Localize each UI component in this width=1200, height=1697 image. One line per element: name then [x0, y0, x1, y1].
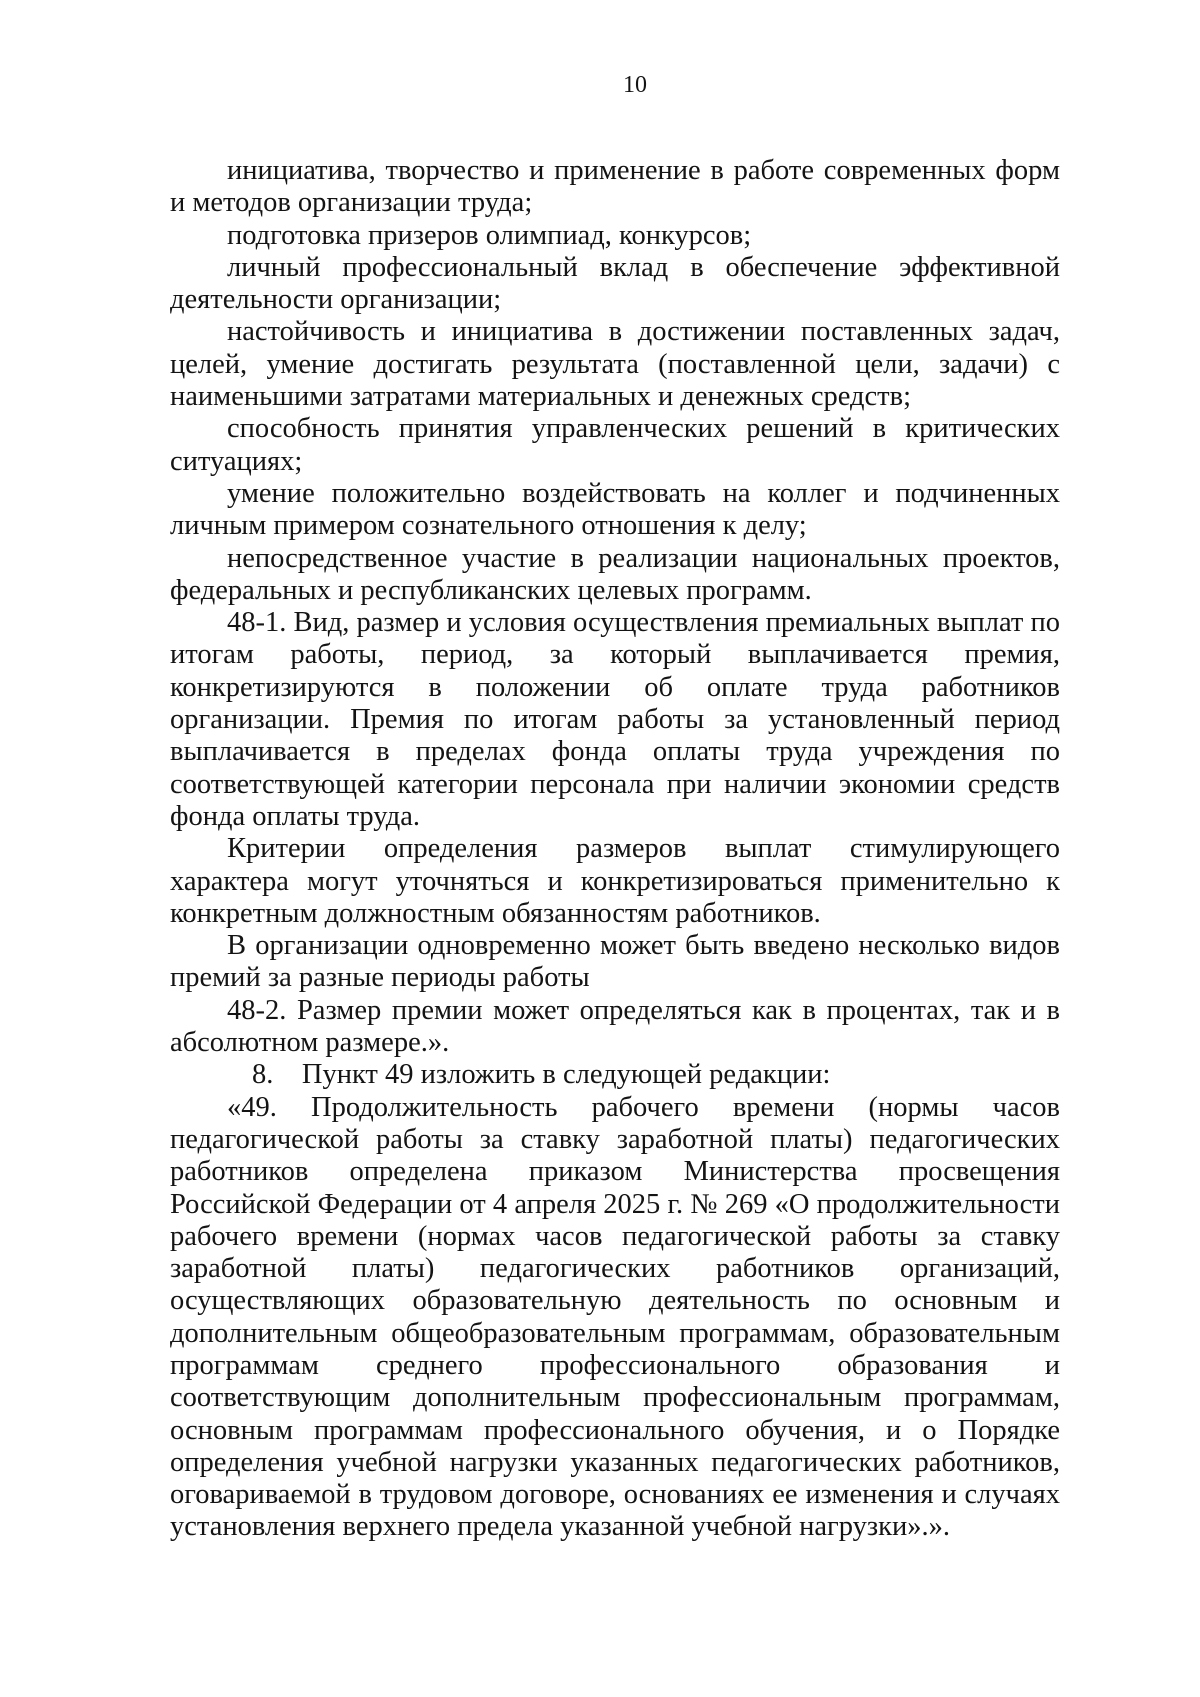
paragraph-olympiad-winners: подготовка призеров олимпиад, конкурсов;	[227, 219, 752, 251]
paragraph-national-projects: непосредственное участие в реализации национальных проектов, федеральных и республиканских целевых программ.	[170, 542, 1060, 606]
paragraph-49: «49. Продолжительность рабочего времени (нормы часов педагогической работы за ставку заработной платы) педагогических работников определена приказом Министерства просвещения Российской Федерации от 4 апреля 2025 г. № 269 «О продолжительности рабочего времени (нормах часов педагогической работы за ставку заработной платы) педагогических работников организаций, осуществляющих образовательную деятельность по основным и дополнительным общеобразовательным программам, образовательным программам среднего профессионального образования и соответствующим дополнительным профессиональным программам, основным программам профессионального обучения, и о Порядке определения учебной нагрузки указанных педагогических работников, оговариваемой в трудовом договоре, основаниях ее изменения и случаях установления верхнего предела указанной учебной нагрузки».».	[170, 1091, 1060, 1543]
paragraph-positive-influence: умение положительно воздействовать на коллег и подчиненных личным примером сознательного отношения к делу;	[170, 477, 1060, 542]
page-number: 10	[623, 72, 647, 98]
paragraph-personal-contribution: личный профессиональный вклад в обеспечение эффективной деятельности организации;	[170, 251, 1060, 316]
paragraph-several-bonuses: В организации одновременно может быть введено несколько видов премий за разные периоды работы	[170, 930, 1060, 994]
paragraph-48-2: 48-2. Размер премии может определяться как в процентах, так и в абсолютном размере.».	[170, 994, 1060, 1059]
document-page	[170, 70, 1060, 1544]
paragraph-persistence: настойчивость и инициатива в достижении поставленных задач, целей, умение достигать результата (поставленной цели, задачи) с наименьшими затратами материальных и денежных средств;	[170, 316, 1060, 413]
paragraph-item-8: 8. Пункт 49 изложить в следующей редакции:	[252, 1059, 831, 1091]
paragraph-decision-making: способность принятия управленческих решений в критических ситуациях;	[170, 413, 1060, 477]
paragraph-criteria: Критерии определения размеров выплат стимулирующего характера могут уточняться и конкретизироваться применительно к конкретным должностным обязанностям работников.	[170, 833, 1060, 929]
paragraph-initiative: инициатива, творчество и применение в работе современных форм и методов организации труда;	[170, 155, 1060, 219]
paragraph-48-1: 48-1. Вид, размер и условия осуществления премиальных выплат по итогам работы, период, за который выплачивается премия, конкретизируются в положении об оплате труда работников организации. Премия по итогам работы за установленный период выплачивается в пределах фонда оплаты труда учреждения по соответствующей категории персонала при наличии экономии средств фонда оплаты труда.	[170, 607, 1060, 832]
